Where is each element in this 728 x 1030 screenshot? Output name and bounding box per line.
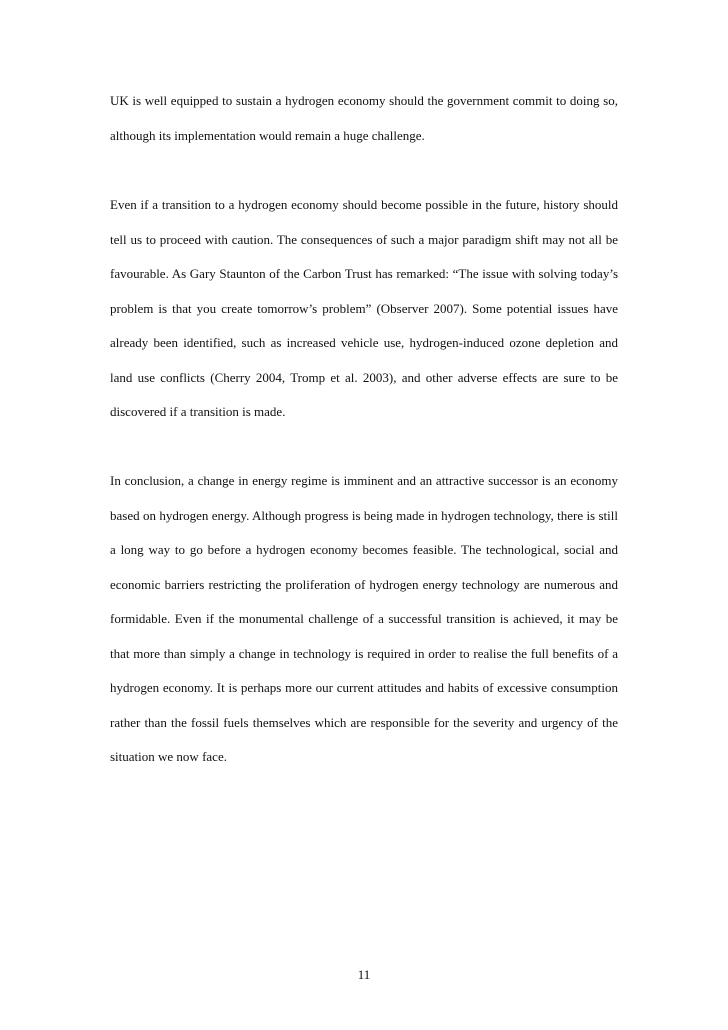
paragraph-uk-hydrogen-readiness: UK is well equipped to sustain a hydrogen economy should the government commit to doing so, although its implementation would remain a huge challenge.: [110, 93, 618, 143]
paragraph-conclusion: In conclusion, a change in energy regime is imminent and an attractive successor is an economy based on hydrogen energy. Although progress is being made in hydrogen technology, there is still a long way to go before a hydrogen economy becomes feasible. The technological, social and economic barriers restricting the proliferation of hydrogen energy technology are numerous and formidable. Even if the monumental challenge of a successful transition is achieved, it may be that more than simply a change in technology is required in order to realise the full benefits of a hydrogen economy. It is perhaps more our current attitudes and habits of excessive consumption rather than the fossil fuels themselves which are responsible for the severity and urgency of the situation we now face.: [110, 473, 618, 764]
page-number: 11: [357, 967, 371, 982]
paragraph-transition-caution: Even if a transition to a hydrogen economy should become possible in the future, history should tell us to proceed with caution. The consequences of such a major paradigm shift may not all be favourable. As Gary Staunton of the Carbon Trust has remarked: “The issue with solving today’s problem is that you create tomorrow’s problem” (Observer 2007). Some potential issues have already been identified, such as increased vehicle use, hydrogen-induced ozone depletion and land use conflicts (Cherry 2004, Tromp et al. 2003), and other adverse effects are sure to be discovered if a transition is made.: [110, 197, 618, 419]
